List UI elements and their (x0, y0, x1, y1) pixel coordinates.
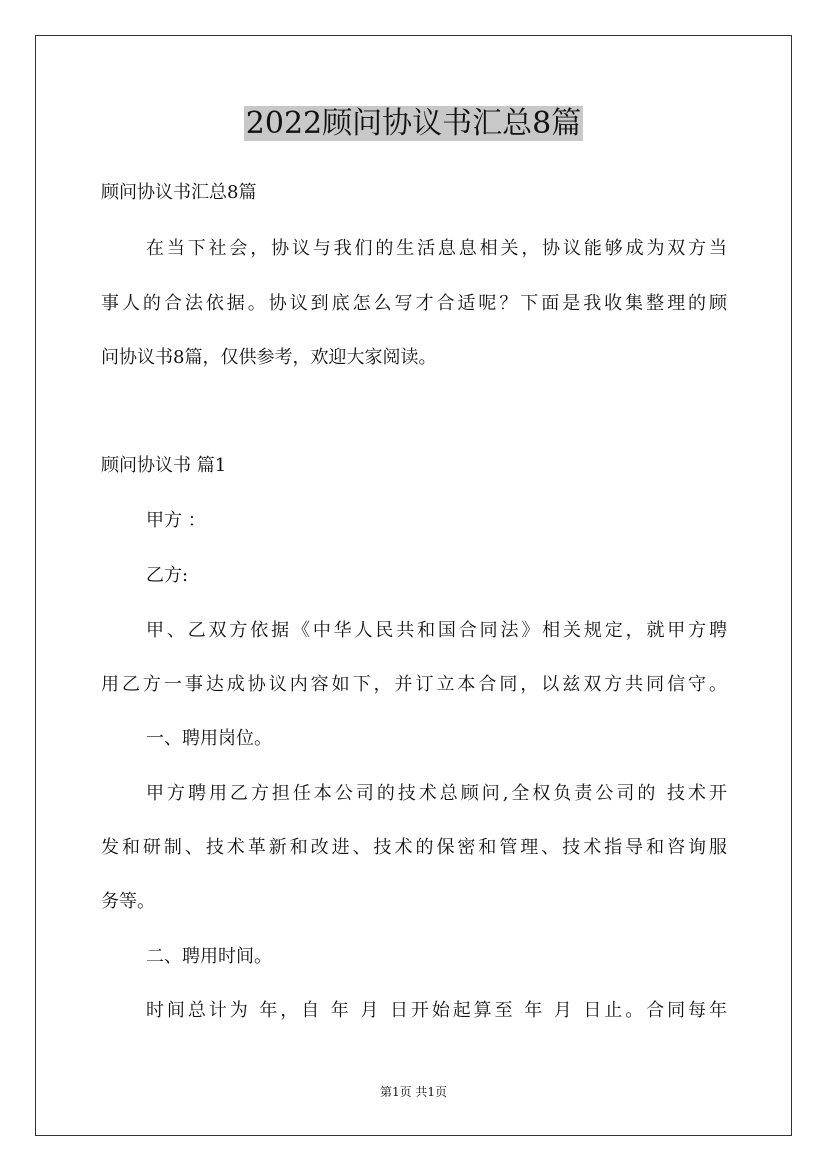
item1-heading: 一、聘用岗位。 (146, 728, 272, 749)
intro-line-2: 事人的合法依据。协议到底怎么写才合适呢？下面是我收集整理的顾 (101, 293, 727, 314)
section-heading: 顾问协议书 篇1 (101, 455, 227, 476)
item2-heading: 二、聘用时间。 (146, 946, 272, 967)
item2-body-line-1: 时间总计为 年，自 年 月 日开始起算至 年 月 日止。合同每年 (146, 1000, 727, 1021)
item1-body-line-2: 发和研制、技术革新和改进、技术的保密和管理、技术指导和咨询服 (101, 837, 727, 858)
party-b: 乙方: (146, 565, 189, 586)
clause-intro-line-2: 用乙方一事达成协议内容如下，并订立本合同，以兹双方共同信守。 (101, 674, 727, 695)
party-a: 甲方 ： (146, 510, 206, 531)
intro-line-3: 问协议书8篇，仅供参考，欢迎大家阅读。 (101, 347, 437, 368)
clause-intro-line-1: 甲、乙双方依据《中华人民共和国合同法》相关规定，就甲方聘 (146, 620, 727, 641)
item1-body-line-1: 甲方聘用乙方担任本公司的技术总顾问,全权负责公司的 技术开 (146, 783, 727, 804)
item1-body-line-3: 务等。 (101, 891, 155, 912)
intro-line-1: 在当下社会，协议与我们的生活息息相关，协议能够成为双方当 (146, 238, 727, 259)
document-title: 2022顾问协议书汇总8篇 (245, 106, 582, 141)
page-footer: 第1页 共1页 (379, 1085, 448, 1099)
subtitle: 顾问协议书汇总8篇 (101, 182, 257, 203)
